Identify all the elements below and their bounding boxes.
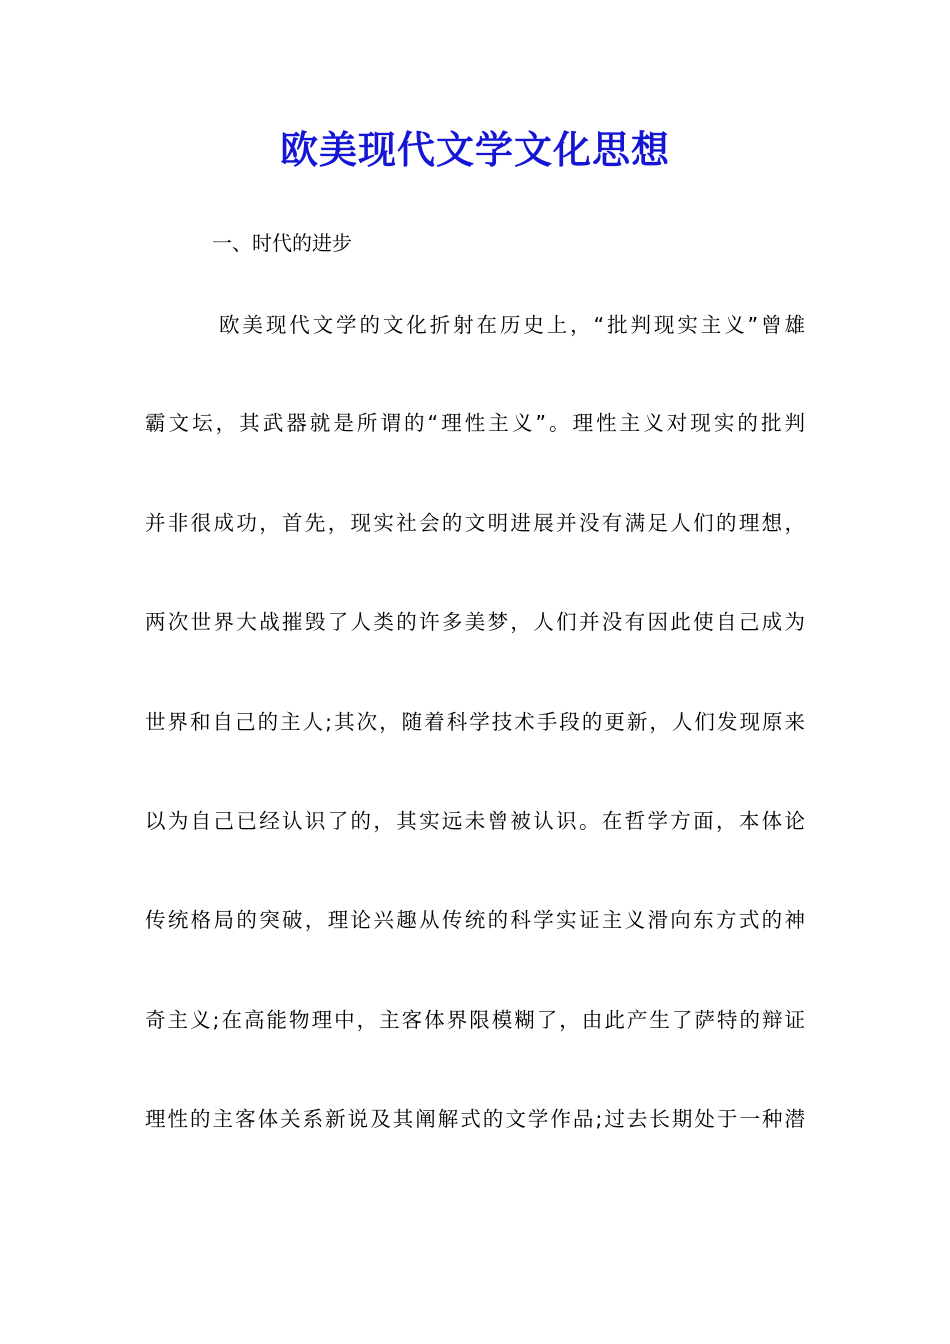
paragraph-line: 霸文坛，其武器就是所谓的“理性主义”。理性主义对现实的批判 xyxy=(145,411,805,435)
paragraph-line: 欧美现代文学的文化折射在历史上，“批判现实主义”曾雄 xyxy=(219,313,805,337)
paragraph-line: 世界和自己的主人;其次，随着科学技术手段的更新，人们发现原来 xyxy=(145,710,805,734)
paragraph-line: 两次世界大战摧毁了人类的许多美梦，人们并没有因此使自己成为 xyxy=(145,610,805,634)
paragraph-line: 奇主义;在高能物理中，主客体界限模糊了，由此产生了萨特的辩证 xyxy=(145,1008,805,1032)
document-title: 欧美现代文学文化思想 xyxy=(279,127,670,172)
paragraph-line: 以为自己已经认识了的，其实远未曾被认识。在哲学方面，本体论 xyxy=(145,809,805,833)
section-heading: 一、时代的进步 xyxy=(212,231,352,255)
paragraph-line: 理性的主客体关系新说及其阐解式的文学作品;过去长期处于一种潜 xyxy=(145,1107,805,1131)
paragraph-line: 传统格局的突破，理论兴趣从传统的科学实证主义滑向东方式的神 xyxy=(145,908,805,932)
paragraph-line: 并非很成功，首先，现实社会的文明进展并没有满足人们的理想， xyxy=(145,511,805,535)
